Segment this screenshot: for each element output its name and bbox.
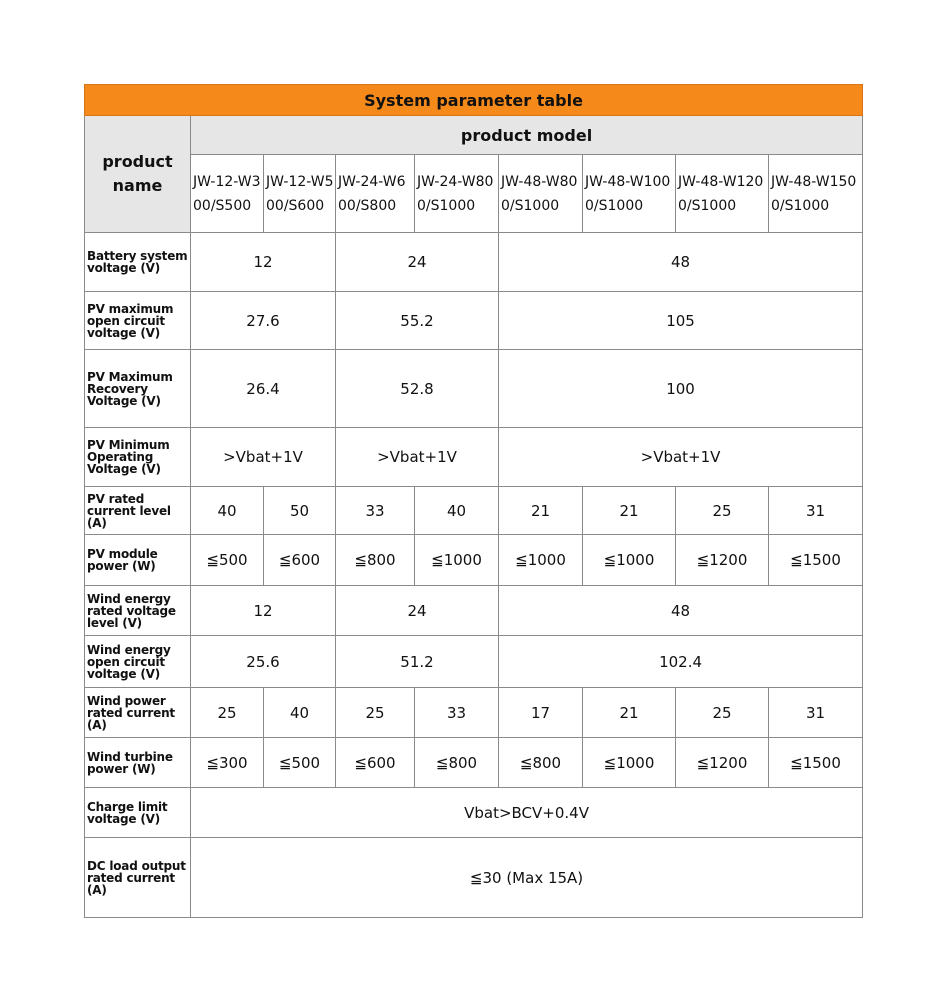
table-cell: 25 <box>676 487 769 535</box>
table-row <box>85 688 863 738</box>
table-cell: 33 <box>336 487 415 535</box>
table-cell: ≦1000 <box>415 535 499 586</box>
table-cell: ≦1200 <box>676 535 769 586</box>
table-cell: >Vbat+1V <box>191 428 336 487</box>
table-cell: ≦500 <box>264 738 336 788</box>
table-row <box>85 586 863 636</box>
table-cell: 31 <box>769 487 863 535</box>
table-row <box>85 535 863 586</box>
model-header: JW-24-W600/S800 <box>336 155 415 233</box>
table-cell: ≦800 <box>336 535 415 586</box>
row-label: DC load output rated current (A) <box>85 838 191 918</box>
table-row <box>85 428 863 487</box>
table-title: System parameter table <box>85 85 863 116</box>
table-cell: 24 <box>336 586 499 636</box>
model-header: JW-24-W800/S1000 <box>415 155 499 233</box>
table-row <box>85 788 863 838</box>
table-cell: ≦1000 <box>583 738 676 788</box>
table-cell: 25 <box>191 688 264 738</box>
table-row <box>85 350 863 428</box>
table-cell: 100 <box>499 350 863 428</box>
table-cell: 40 <box>191 487 264 535</box>
table-cell: ≦30 (Max 15A) <box>191 838 863 918</box>
model-header: JW-12-W300/S500 <box>191 155 264 233</box>
table-cell: 12 <box>191 586 336 636</box>
table-cell: 31 <box>769 688 863 738</box>
table-cell: 102.4 <box>499 636 863 688</box>
model-header: JW-48-W800/S1000 <box>499 155 583 233</box>
table-cell: ≦1200 <box>676 738 769 788</box>
table-row <box>85 636 863 688</box>
row-label: Wind energy rated voltage level (V) <box>85 586 191 636</box>
table-cell: 25.6 <box>191 636 336 688</box>
product-model-header: product model <box>191 116 863 155</box>
product-name-label: product name <box>102 152 173 195</box>
table-cell: ≦500 <box>191 535 264 586</box>
table-cell: ≦600 <box>264 535 336 586</box>
model-header: JW-48-W1500/S1000 <box>769 155 863 233</box>
row-label: PV rated current level (A) <box>85 487 191 535</box>
table-row <box>85 233 863 292</box>
table-cell: 12 <box>191 233 336 292</box>
table-cell: 33 <box>415 688 499 738</box>
system-parameter-table <box>84 84 863 918</box>
table-cell: 48 <box>499 233 863 292</box>
table-row <box>85 292 863 350</box>
table-cell: 17 <box>499 688 583 738</box>
row-label: Wind energy open circuit voltage (V) <box>85 636 191 688</box>
table-cell: ≦1500 <box>769 535 863 586</box>
table-cell: 27.6 <box>191 292 336 350</box>
table-cell: 48 <box>499 586 863 636</box>
table-cell: 21 <box>499 487 583 535</box>
table-cell: 50 <box>264 487 336 535</box>
table-cell: ≦300 <box>191 738 264 788</box>
table-cell: 40 <box>415 487 499 535</box>
table-cell: ≦800 <box>415 738 499 788</box>
table-cell: 55.2 <box>336 292 499 350</box>
table-cell: ≦800 <box>499 738 583 788</box>
table-cell: ≦1000 <box>499 535 583 586</box>
table-cell: 52.8 <box>336 350 499 428</box>
model-header: JW-48-W1200/S1000 <box>676 155 769 233</box>
table-cell: 21 <box>583 688 676 738</box>
row-label: PV Minimum Operating Voltage (V) <box>85 428 191 487</box>
table-cell: ≦600 <box>336 738 415 788</box>
table-cell: 105 <box>499 292 863 350</box>
row-label: PV Maximum Recovery Voltage (V) <box>85 350 191 428</box>
table-row <box>85 738 863 788</box>
row-label: Wind power rated current (A) <box>85 688 191 738</box>
table-cell: 25 <box>336 688 415 738</box>
row-label: Battery system voltage (V) <box>85 233 191 292</box>
table-row <box>85 838 863 918</box>
table-cell: ≦1000 <box>583 535 676 586</box>
table-cell: 26.4 <box>191 350 336 428</box>
table-cell: 24 <box>336 233 499 292</box>
row-label: PV maximum open circuit voltage (V) <box>85 292 191 350</box>
table-cell: 51.2 <box>336 636 499 688</box>
table-row <box>85 487 863 535</box>
model-header: JW-12-W500/S600 <box>264 155 336 233</box>
product-name-header <box>85 116 191 233</box>
parameter-table-container <box>84 84 862 918</box>
row-label: Charge limit voltage (V) <box>85 788 191 838</box>
table-cell: ≦1500 <box>769 738 863 788</box>
table-cell: >Vbat+1V <box>499 428 863 487</box>
row-label: Wind turbine power (W) <box>85 738 191 788</box>
table-cell: 40 <box>264 688 336 738</box>
model-header: JW-48-W1000/S1000 <box>583 155 676 233</box>
table-cell: 25 <box>676 688 769 738</box>
table-cell: 21 <box>583 487 676 535</box>
table-cell: Vbat>BCV+0.4V <box>191 788 863 838</box>
table-cell: >Vbat+1V <box>336 428 499 487</box>
row-label: PV module power (W) <box>85 535 191 586</box>
